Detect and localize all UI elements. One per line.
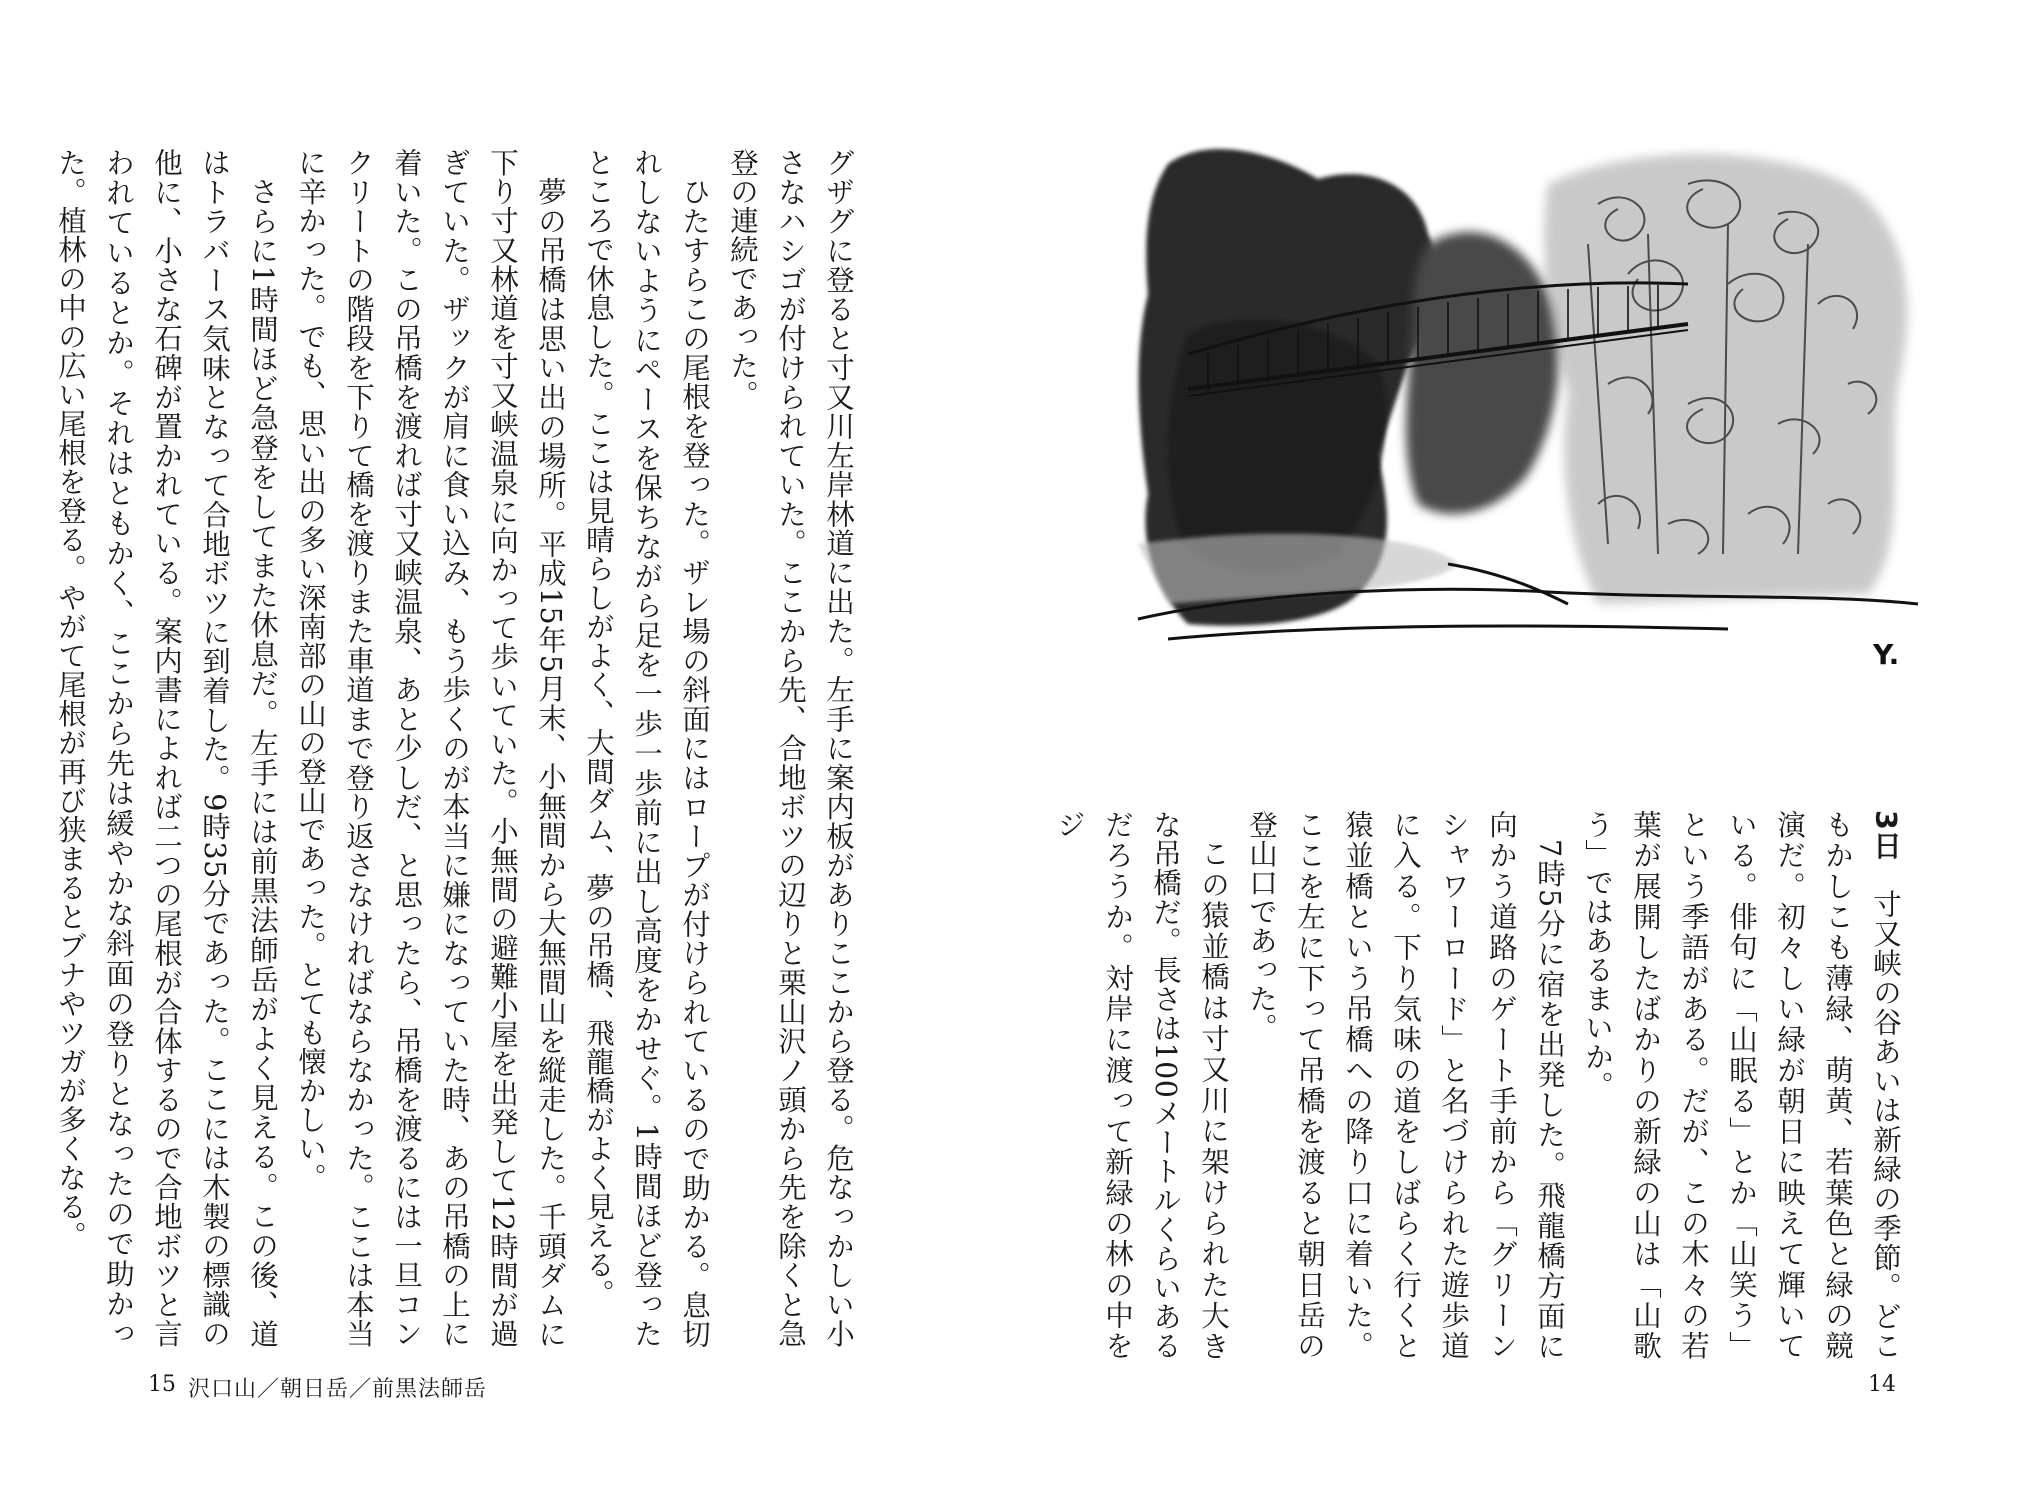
right-paragraph-2: 7時5分に宿を出発した。飛龍橋方面に向かう道路のゲート手前から「グリーンシャワーロード」と名づけられた遊歩道に入る。下り気味の道をしばらく行くと猿並橋という吊橋への降り口に着いた。ここを左に下って吊橋を渡ると朝日岳の登山口であった。 (1245, 810, 1566, 1360)
left-paragraph-3: 夢の吊橋は思い出の場所。平成15年5月末、小無間から大無間山を縦走した。千頭ダムに下り寸又林道を寸又峡温泉に向かって歩いていた。小無間の避難小屋を出発して12時間が過ぎていた。ザックが肩に食い込み、もう歩くのが本当に嫌になっていた時、あの吊橋の上に着いた。この吊橋を渡れば寸又峡温泉、あと少しだ、と思ったら、吊橋を渡るには一旦コンクリートの階段を下りて橋を渡りまた車道まで登り返さなければならなかった。ここは本当に辛かった。でも、思い出の多い深南部の山の登山であった。とても懐かしい。 (294, 148, 567, 1349)
left-paragraph-2: ひたすらこの尾根を登った。ザレ場の斜面にはロープが付けられているので助かる。息切れしないようにペースを保ちながら足を一歩一歩前に出し高度をかせぐ。1時間ほど登ったところで休息した。ここは見晴らしがよく、大間ダム、夢の吊橋、飛龍橋がよく見える。 (582, 148, 711, 1348)
right-paragraph-1-text: 寸又峡の谷あいは新緑の季節。どこもかしこも薄緑、萌黄、若葉色と緑の競演だ。初々しい緑が朝日に映えて輝いている。俳句に「山眠る」とか「山笑う」という季語がある。だが、この木々の若葉が展開したばかりの新緑の山は「山歌う」ではあるまいか。 (1581, 810, 1902, 1361)
left-paragraph-4: さらに1時間ほど急登をしてまた休息だ。左手には前黒法師岳がよく見える。この後、道はトラバース気味となって合地ボツに到着した。9時35分であった。ここには木製の標識の他に、小さな石碑が置かれている。案内書によれば二つの尾根が合体するので合地ボツと言われているとか。それはともかく、ここから先は緩やかな斜面の登りとなったので助かった。植林の中の広い尾根を登る。やがて尾根が再び狭まるとブナやツガが多くなる。 (54, 148, 279, 1348)
left-paragraph-1: グザグに登ると寸又川左岸林道に出た。左手に案内板がありここから登る。危なっかしい小さなハシゴが付けられていた。ここから先、合地ボツの辺りと栗山沢ノ頭から先を除くと急登の連続であった。 (726, 148, 855, 1349)
page-number-left: 15 (148, 1372, 176, 1397)
page-number-right: 14 (1868, 1372, 1896, 1397)
illustration-signature: Y. (1873, 638, 1900, 671)
river-water (1138, 534, 1458, 604)
running-title: 沢口山／朝日岳／前黒法師岳 (188, 1377, 488, 1402)
left-body-text (54, 148, 862, 1349)
day-label: 3日 (1869, 810, 1902, 861)
middle-forest-mass (1406, 232, 1558, 514)
right-paragraph-3: この猿並橋は寸又川に架けられた大きな吊橋だ。長さは100メートルくらいあるだろうか。対岸に渡って新緑の林の中をジ (1053, 810, 1230, 1360)
suspension-bridge-illustration (1128, 124, 1928, 690)
right-body-text (1053, 810, 1909, 1361)
right-paragraph-1 (1573, 810, 1909, 1360)
